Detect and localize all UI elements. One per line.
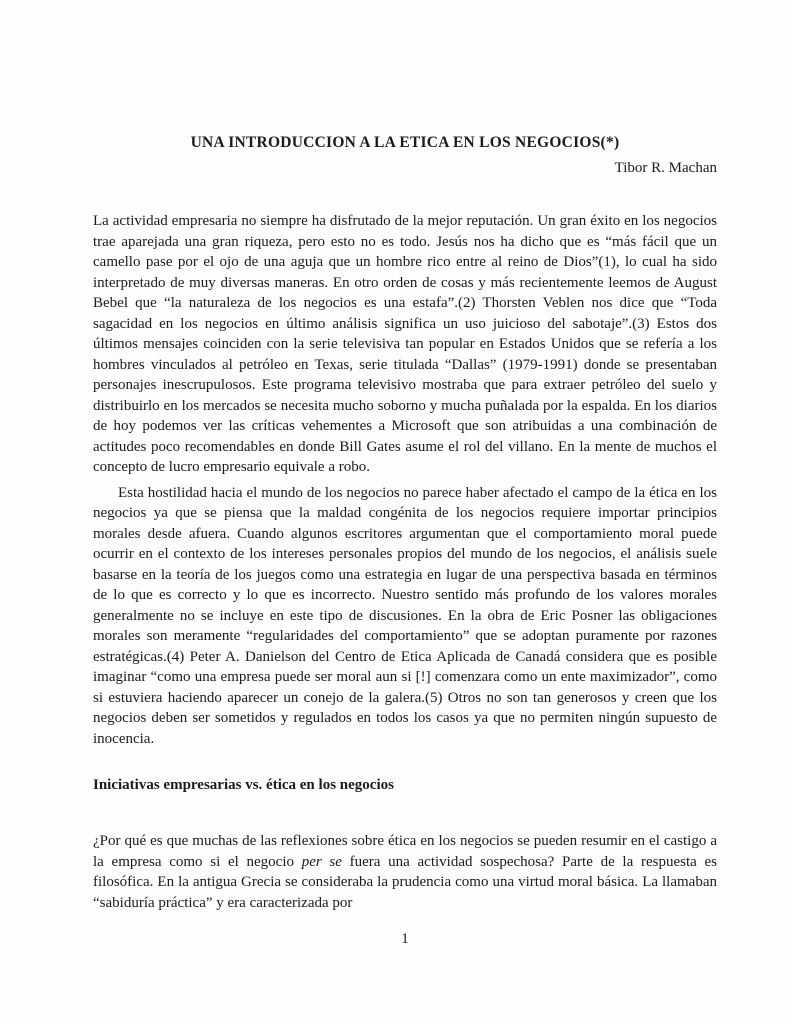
section-heading: Iniciativas empresarias vs. ética en los negocios xyxy=(93,777,394,793)
author-name: Tibor R. Machan xyxy=(614,160,717,176)
page-content xyxy=(93,133,717,949)
page-number: 1 xyxy=(401,931,409,947)
paragraph-3-text-end: fuera una actividad sospechosa? Parte de la respuesta es filosófica. En la antigua Grecia se consideraba la prudencia como una virtud moral básica. La llamaban “sabiduría práctica” y era caracterizada por xyxy=(93,853,717,911)
paragraph-2: Esta hostilidad hacia el mundo de los negocios no parece haber afectado el campo de la ética en los negocios ya que se piensa que la maldad congénita de los negocios requiere importar principios morales desde afuera. Cuando algunos escritores argumentan que el comportamiento moral puede ocurrir en el contexto de los intereses personales propios del mundo de los negocios, el análisis suele basarse en la teoría de los juegos como una estrategia en lugar de una perspectiva basada en términos de lo que es correcto y lo que es incorrecto. Nuestro sentido más profundo de los valores morales generalmente no se incluye en este tipo de discusiones. En la obra de Eric Posner las obligaciones morales son meramente “regularidades del comportamiento” que se adoptan puramente por razones estratégicas.(4) Peter A. Danielson del Centro de Etica Aplicada de Canadá considera que es posible imaginar “como una empresa puede ser moral aun si [!] comenzara como un ente maximizador”, como si estuviera haciendo aparecer un conejo de la galera.(5) Otros no son tan generosos y creen que los negocios deben ser sometidos y regulados en todos los casos ya que no permiten ningún supuesto de inocencia. xyxy=(93,484,717,747)
paragraph-3 xyxy=(93,831,717,913)
paragraph-3-text-start: ¿Por qué es que muchas de las reflexiones sobre ética en los negocios se pueden resumir en el castigo a la empresa como si el negocio xyxy=(93,833,717,870)
document-body xyxy=(93,211,717,949)
paragraph-1: La actividad empresaria no siempre ha disfrutado de la mejor reputación. Un gran éxito en los negocios trae aparejada una gran riqueza, pero esto no es todo. Jesús nos ha dicho que es “más fácil que un camello pase por el ojo de una aguja que un hombre rico entre al reino de Dios”(1), lo cual ha sido interpretado de muy diversas maneras. En otro orden de cosas y más recientemente leemos de August Bebel que “la naturaleza de los negocios es una estafa”.(2) Thorsten Veblen nos dice que “Toda sagacidad en los negocios en último análisis significa un uso juicioso del sabotaje”.(3) Estos dos últimos mensajes coinciden con la serie televisiva tan popular en Estados Unidos que se refería a los hombres vinculados al petróleo en Texas, serie titulada “Dallas” (1979-1991) donde se presentaban personajes inescrupulosos. Este programa televisivo mostraba que para extraer petróleo del suelo y distribuirlo en los mercados se necesita mucho soborno y mucha puñalada por la espalda. En los diarios de hoy podemos ver las críticas vehementes a Microsoft que son atribuidas a una combinación de actitudes poco recomendables en donde Bill Gates asume el rol del villano. En la mente de muchos el concepto de lucro empresario equivale a robo. xyxy=(93,213,717,475)
document-title: UNA INTRODUCCION A LA ETICA EN LOS NEGOCIOS(*) xyxy=(190,134,620,151)
paragraph-3-italic-phrase: per se xyxy=(301,853,342,870)
